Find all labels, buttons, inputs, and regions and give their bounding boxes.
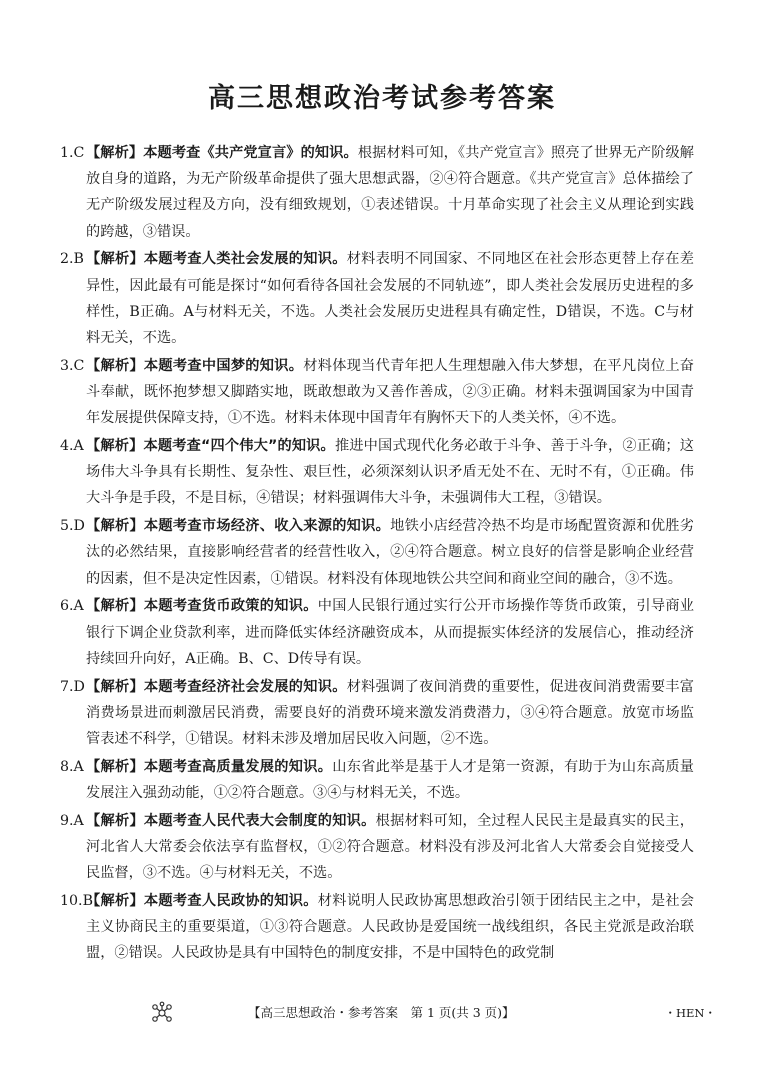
page-title: 高三思想政治考试参考答案 — [208, 83, 556, 114]
answer-list — [60, 140, 694, 968]
answer-explanation: 根据材料可知，《共产党宣言》照亮了世界无产阶级解放自身的道路，为无产阶级革命提供了强大思想武器，②④符合题意。《共产党宣言》总体描绘了无产阶级发展过程及方向，没有细致规划，①表述错误。十月革命实现了社会主义从理论到实践的跨越，③错误。 — [86, 145, 694, 240]
answer-number: 9.A — [60, 812, 84, 829]
answer-topic: 【解析】本题考查市场经济、收入来源的知识。 — [86, 518, 391, 535]
answer-topic: 【解析】本题考查人类社会发展的知识。 — [86, 251, 347, 268]
answer-item-5 — [60, 513, 694, 592]
answer-number: 10.B — [60, 893, 93, 910]
answer-number: 3.C — [60, 357, 85, 374]
answer-explanation: 根据材料可知，全过程人民民主是最真实的民主，河北省人大常委会依法享有监督权，①②符合题意。材料没有涉及河北省人大常委会自觉接受人民监督，③不选。④与材料无关，不选。 — [86, 812, 694, 882]
answer-item-6 — [60, 593, 694, 672]
answer-topic: 【解析】本题考查经济社会发展的知识。 — [86, 678, 347, 695]
answer-item-9 — [60, 808, 694, 887]
answer-item-7 — [60, 674, 694, 753]
answer-number: 2.B — [60, 251, 84, 268]
answer-topic: 【解析】本题考查中国梦的知识。 — [86, 357, 304, 374]
answer-number: 5.D — [60, 518, 85, 535]
answer-number: 4.A — [60, 438, 84, 455]
answer-number: 1.C — [60, 145, 85, 161]
answer-topic: 【解析】本题考查人民政协的知识。 — [86, 893, 318, 910]
answer-explanation: 材料表明不同国家、不同地区在社会形态更替上存在差异性，因此最有可能是探讨“如何看待各国社会发展的不同轨迹”，即人类社会发展历史进程的多样性，B正确。A与材料无关，不选。人类社会发展历史进程具有确定性，D错误，不选。C与材料无关，不选。 — [86, 251, 694, 347]
answer-number: 8.A — [60, 758, 84, 775]
answer-explanation: 地铁小店经营冷热不均是市场配置资源和优胜劣汰的必然结果，直接影响经营者的经营性收入，②④符合题意。树立良好的信誉是影响企业经营的因素，但不是决定性因素，①错误。材料没有体现地铁公共空间和商业空间的融合，③不选。 — [86, 518, 694, 587]
answer-item-8 — [60, 754, 694, 806]
answer-explanation: 推进中国式现代化务必敢于斗争、善于斗争，②正确；这场伟大斗争具有长期性、复杂性、艰巨性，必须深刻认识矛盾无处不在、无时不有，①正确。伟大斗争是手段，不是目标，④错误；材料强调伟大斗争，未强调伟大工程，③错误。 — [86, 438, 694, 507]
answer-topic: 【解析】本题考查《共产党宣言》的知识。 — [86, 145, 358, 161]
answer-number: 6.A — [60, 598, 84, 615]
page-footer — [0, 1001, 764, 1025]
network-logo-icon — [150, 1001, 174, 1025]
answer-topic: 【解析】本题考查货币政策的知识。 — [86, 598, 318, 615]
answer-explanation: 材料说明人民政协寓思想政治引领于团结民主之中，是社会主义协商民主的重要渠道，①③符合题意。人民政协是爱国统一战线组织，各民主党派是政治联盟，②错误。人民政协是具有中国特色的制度安排，不是中国特色的政党制 — [86, 893, 694, 962]
answer-item-10 — [60, 888, 694, 967]
answer-item-4 — [60, 433, 694, 512]
answer-topic: 【解析】本题考查“四个伟大”的知识。 — [86, 438, 335, 455]
footer-page-info: 【高三思想政治・参考答案 第 1 页(共 3 页)】 — [248, 1005, 515, 1020]
answer-explanation: 山东省此举是基于人才是第一资源，有助于为山东高质量发展注入强劲动能，①②符合题意。③④与材料无关，不选。 — [86, 758, 694, 802]
answer-explanation: 材料体现当代青年把人生理想融入伟大梦想，在平凡岗位上奋斗奉献，既怀抱梦想又脚踏实地，既敢想敢为又善作善成，②③正确。材料未强调国家为中国青年发展提供保障支持，①不选。材料未体现中国青年有胸怀天下的人类关怀，④不选。 — [86, 357, 694, 427]
answer-topic: 【解析】本题考查人民代表大会制度的知识。 — [86, 812, 376, 829]
answer-topic: 【解析】本题考查高质量发展的知识。 — [86, 758, 333, 775]
answer-explanation: 材料强调了夜间消费的重要性，促进夜间消费需要丰富消费场景进而刺激居民消费，需要良好的消费环境来激发消费潜力，③④符合题意。放宽市场监管表述不科学，①错误。材料未涉及增加居民收入问题，②不选。 — [86, 678, 694, 748]
answer-item-2 — [60, 246, 694, 351]
answer-number: 7.D — [60, 678, 85, 695]
answer-item-1 — [60, 140, 694, 245]
answer-explanation: 中国人民银行通过实行公开市场操作等货币政策，引导商业银行下调企业贷款利率，进而降低实体经济融资成本，从而提振实体经济的发展信心，推动经济持续回升向好，A正确。B、C、D传导有误。 — [86, 598, 694, 667]
footer-code: ・HEN・ — [664, 1006, 716, 1020]
answer-item-3 — [60, 353, 694, 432]
